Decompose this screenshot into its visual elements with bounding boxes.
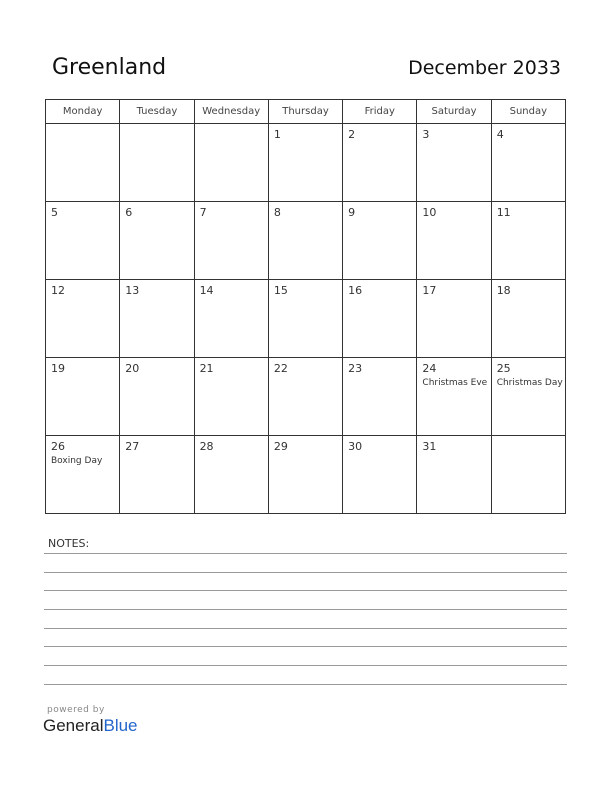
day-cell	[343, 124, 417, 202]
week-row	[46, 358, 566, 436]
notes-line	[44, 572, 567, 573]
day-cell	[417, 358, 491, 436]
day-cell	[120, 436, 194, 514]
day-number: 1	[273, 128, 281, 141]
day-number: 10	[422, 206, 437, 219]
day-number: 13	[125, 284, 140, 297]
calendar-month-year: December 2033	[408, 57, 561, 79]
day-number: 12	[51, 284, 65, 297]
notes-label: NOTES:	[48, 537, 90, 550]
notes-line	[44, 590, 567, 591]
day-cell	[417, 202, 491, 280]
day-cell	[268, 358, 342, 436]
holiday-label: Boxing Day	[51, 456, 103, 466]
day-cell	[194, 436, 268, 514]
day-number: 21	[199, 362, 214, 375]
brand-general-text: General	[43, 716, 104, 735]
week-row	[46, 436, 566, 514]
day-cell	[194, 280, 268, 358]
day-cell	[46, 124, 120, 202]
day-number	[195, 124, 268, 128]
day-number: 31	[422, 440, 437, 453]
day-number: 18	[496, 284, 511, 297]
weekday-header: Sunday	[491, 100, 565, 124]
day-number: 17	[422, 284, 437, 297]
day-cell	[120, 202, 194, 280]
day-cell	[194, 202, 268, 280]
day-number: 11	[496, 206, 511, 219]
day-number: 7	[199, 206, 207, 219]
week-row	[46, 280, 566, 358]
day-cell	[194, 124, 268, 202]
weekday-header: Saturday	[417, 100, 491, 124]
powered-by-text: powered by	[47, 705, 105, 715]
notes-line	[44, 553, 567, 554]
day-cell	[120, 280, 194, 358]
day-number: 15	[273, 284, 288, 297]
day-number: 3	[422, 128, 430, 141]
day-number: 29	[273, 440, 288, 453]
generalblue-logo	[43, 716, 138, 736]
day-number: 16	[348, 284, 363, 297]
weekday-header: Friday	[343, 100, 417, 124]
day-number: 8	[273, 206, 281, 219]
day-cell	[120, 358, 194, 436]
day-cell	[194, 358, 268, 436]
holiday-label: Christmas Day	[496, 378, 563, 388]
day-cell	[491, 124, 565, 202]
week-row	[46, 124, 566, 202]
day-number: 30	[348, 440, 363, 453]
day-cell	[46, 436, 120, 514]
day-number: 28	[199, 440, 214, 453]
weekday-header: Thursday	[268, 100, 342, 124]
day-number: 9	[348, 206, 356, 219]
day-cell	[268, 202, 342, 280]
day-cell	[268, 436, 342, 514]
notes-line	[44, 646, 567, 647]
week-row	[46, 202, 566, 280]
day-cell	[120, 124, 194, 202]
day-number: 27	[125, 440, 140, 453]
day-cell	[343, 280, 417, 358]
day-cell	[343, 202, 417, 280]
notes-line	[44, 684, 567, 685]
day-number: 23	[348, 362, 363, 375]
day-cell	[268, 124, 342, 202]
day-cell	[268, 280, 342, 358]
weekday-header-row	[46, 100, 566, 124]
day-cell	[491, 280, 565, 358]
day-number: 20	[125, 362, 140, 375]
day-cell	[491, 436, 565, 514]
day-cell	[343, 436, 417, 514]
notes-line	[44, 628, 567, 629]
day-number: 25	[496, 362, 511, 375]
day-number	[492, 436, 565, 440]
notes-line	[44, 665, 567, 666]
day-number: 2	[348, 128, 356, 141]
day-number	[120, 124, 193, 128]
day-cell	[46, 280, 120, 358]
day-number: 5	[51, 206, 58, 219]
day-number: 19	[51, 362, 65, 375]
day-cell	[46, 202, 120, 280]
notes-line	[44, 609, 567, 610]
day-cell	[491, 202, 565, 280]
calendar-country-title: Greenland	[52, 55, 167, 80]
day-cell	[417, 124, 491, 202]
day-number: 14	[199, 284, 214, 297]
day-number: 4	[496, 128, 504, 141]
weekday-header: Tuesday	[120, 100, 194, 124]
day-cell	[46, 358, 120, 436]
day-number: 22	[273, 362, 288, 375]
brand-blue-text: Blue	[103, 716, 138, 735]
day-number: 6	[125, 206, 133, 219]
weekday-header: Wednesday	[194, 100, 268, 124]
day-number: 26	[51, 440, 65, 453]
weekday-header: Monday	[46, 100, 120, 124]
day-cell	[343, 358, 417, 436]
day-cell	[417, 436, 491, 514]
day-number: 24	[422, 362, 437, 375]
holiday-label: Christmas Eve	[422, 378, 488, 388]
calendar-grid	[45, 99, 566, 514]
day-number	[46, 124, 119, 128]
day-cell	[417, 280, 491, 358]
day-cell	[491, 358, 565, 436]
